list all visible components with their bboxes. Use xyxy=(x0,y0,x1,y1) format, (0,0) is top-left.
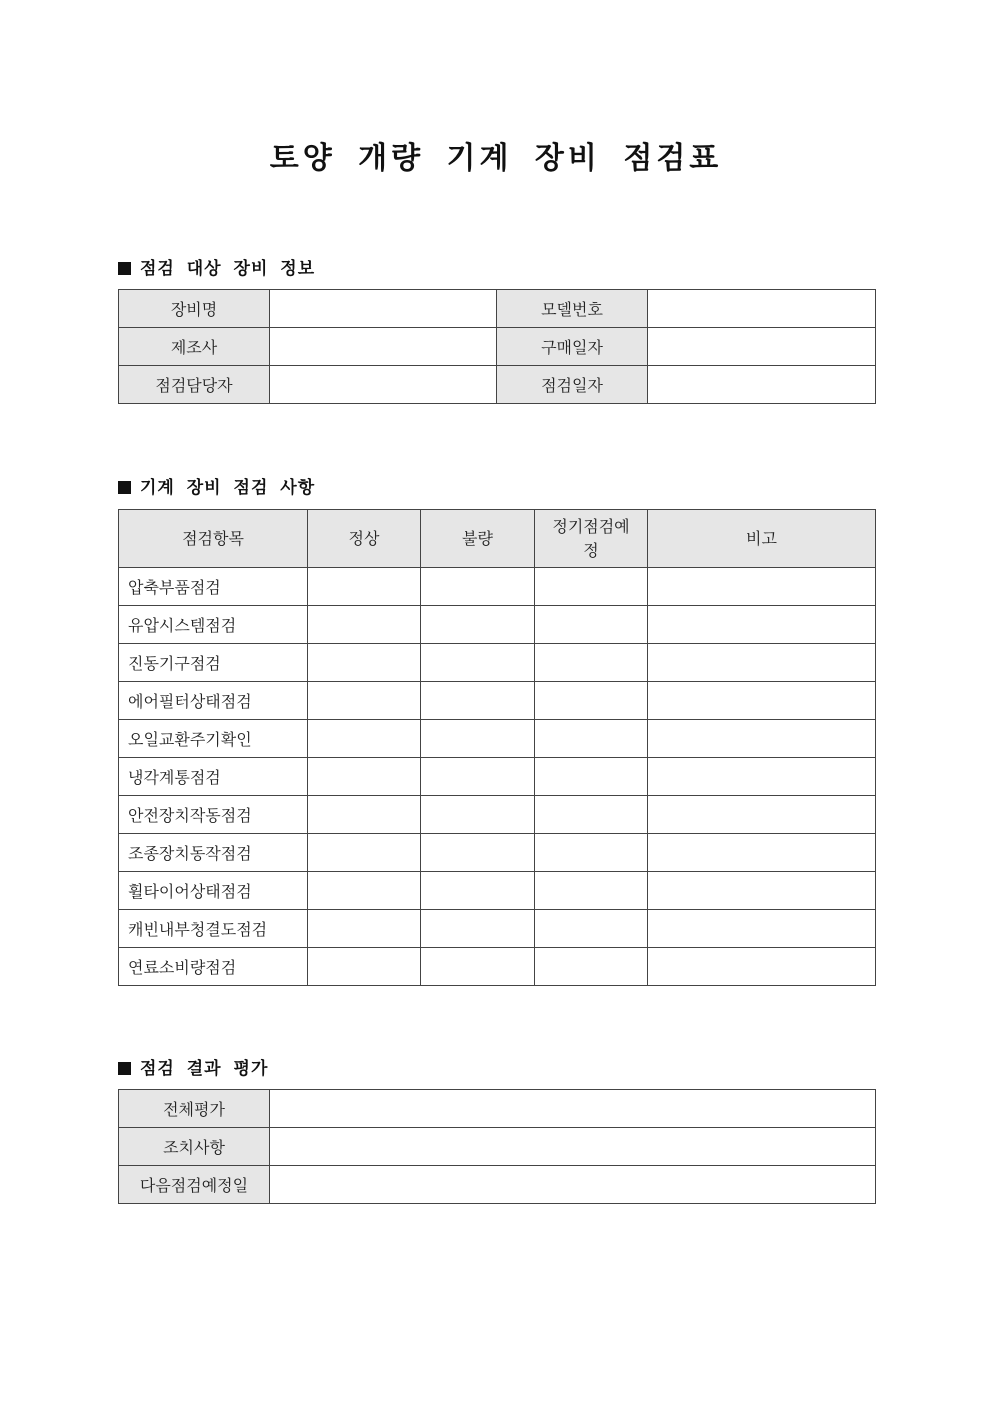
remarks-cell[interactable] xyxy=(648,606,876,644)
section-heading-checklist xyxy=(118,473,315,498)
table-row xyxy=(119,606,876,644)
check-item-label: 냉각계통점검 xyxy=(119,758,308,796)
defective-cell[interactable] xyxy=(421,948,535,986)
table-row xyxy=(119,1128,876,1166)
remarks-cell[interactable] xyxy=(648,910,876,948)
scheduled-cell[interactable] xyxy=(535,720,648,758)
table-row xyxy=(119,290,876,328)
column-header-scheduled: 정기점검예정 xyxy=(535,510,648,568)
table-row xyxy=(119,1166,876,1204)
normal-cell[interactable] xyxy=(308,796,421,834)
remarks-cell[interactable] xyxy=(648,758,876,796)
remarks-cell[interactable] xyxy=(648,872,876,910)
defective-cell[interactable] xyxy=(421,834,535,872)
check-item-label: 압축부품점검 xyxy=(119,568,308,606)
normal-cell[interactable] xyxy=(308,682,421,720)
scheduled-cell[interactable] xyxy=(535,606,648,644)
check-item-label: 조종장치동작점검 xyxy=(119,834,308,872)
scheduled-cell[interactable] xyxy=(535,568,648,606)
check-item-label: 오일교환주기확인 xyxy=(119,720,308,758)
table-row xyxy=(119,328,876,366)
normal-cell[interactable] xyxy=(308,872,421,910)
equipment-info-table xyxy=(118,289,876,404)
check-item-label: 진동기구점검 xyxy=(119,644,308,682)
normal-cell[interactable] xyxy=(308,644,421,682)
section-heading-equipment-info xyxy=(118,254,315,279)
normal-cell[interactable] xyxy=(308,720,421,758)
defective-cell[interactable] xyxy=(421,568,535,606)
scheduled-cell[interactable] xyxy=(535,644,648,682)
section-heading-evaluation xyxy=(118,1054,268,1079)
scheduled-cell[interactable] xyxy=(535,796,648,834)
square-bullet-icon xyxy=(118,262,131,275)
check-item-label: 연료소비량점검 xyxy=(119,948,308,986)
table-header-row xyxy=(119,510,876,568)
evaluation-table xyxy=(118,1089,876,1204)
field-label: 모델번호 xyxy=(497,290,648,328)
column-header-defective: 불량 xyxy=(421,510,535,568)
scheduled-cell[interactable] xyxy=(535,872,648,910)
remarks-cell[interactable] xyxy=(648,568,876,606)
table-row xyxy=(119,1090,876,1128)
check-item-label: 에어필터상태점검 xyxy=(119,682,308,720)
table-row xyxy=(119,758,876,796)
column-header-item: 점검항목 xyxy=(119,510,308,568)
normal-cell[interactable] xyxy=(308,910,421,948)
scheduled-cell[interactable] xyxy=(535,948,648,986)
page-title: 토양 개량 기계 장비 점검표 xyxy=(269,141,723,176)
scheduled-cell[interactable] xyxy=(535,682,648,720)
section-heading-label: 점검 대상 장비 정보 xyxy=(140,259,316,279)
purchase-date-field[interactable] xyxy=(648,328,876,366)
defective-cell[interactable] xyxy=(421,796,535,834)
table-row xyxy=(119,796,876,834)
check-item-label: 안전장치작동점검 xyxy=(119,796,308,834)
model-number-field[interactable] xyxy=(648,290,876,328)
field-label: 구매일자 xyxy=(497,328,648,366)
check-item-label: 휠타이어상태점검 xyxy=(119,872,308,910)
remarks-cell[interactable] xyxy=(648,720,876,758)
normal-cell[interactable] xyxy=(308,948,421,986)
defective-cell[interactable] xyxy=(421,682,535,720)
check-item-label: 캐빈내부청결도점검 xyxy=(119,910,308,948)
scheduled-cell[interactable] xyxy=(535,834,648,872)
table-row xyxy=(119,834,876,872)
field-label: 장비명 xyxy=(119,290,270,328)
field-label: 전체평가 xyxy=(119,1090,270,1128)
check-item-label: 유압시스템점검 xyxy=(119,606,308,644)
remarks-cell[interactable] xyxy=(648,834,876,872)
square-bullet-icon xyxy=(118,1062,131,1075)
action-items-field[interactable] xyxy=(270,1128,876,1166)
table-row xyxy=(119,948,876,986)
next-inspection-date-field[interactable] xyxy=(270,1166,876,1204)
column-header-remarks: 비고 xyxy=(648,510,876,568)
defective-cell[interactable] xyxy=(421,606,535,644)
field-label: 다음점검예정일 xyxy=(119,1166,270,1204)
table-row xyxy=(119,366,876,404)
normal-cell[interactable] xyxy=(308,606,421,644)
checklist-table xyxy=(118,509,876,986)
inspector-field[interactable] xyxy=(270,366,497,404)
table-row xyxy=(119,872,876,910)
defective-cell[interactable] xyxy=(421,872,535,910)
square-bullet-icon xyxy=(118,481,131,494)
defective-cell[interactable] xyxy=(421,910,535,948)
field-label: 점검일자 xyxy=(497,366,648,404)
remarks-cell[interactable] xyxy=(648,644,876,682)
inspection-date-field[interactable] xyxy=(648,366,876,404)
normal-cell[interactable] xyxy=(308,834,421,872)
remarks-cell[interactable] xyxy=(648,682,876,720)
table-row xyxy=(119,682,876,720)
overall-evaluation-field[interactable] xyxy=(270,1090,876,1128)
defective-cell[interactable] xyxy=(421,644,535,682)
table-row xyxy=(119,568,876,606)
field-label: 조치사항 xyxy=(119,1128,270,1166)
section-heading-label: 점검 결과 평가 xyxy=(140,1059,269,1079)
field-label: 제조사 xyxy=(119,328,270,366)
scheduled-cell[interactable] xyxy=(535,758,648,796)
equipment-name-field[interactable] xyxy=(270,290,497,328)
column-header-normal: 정상 xyxy=(308,510,421,568)
remarks-cell[interactable] xyxy=(648,796,876,834)
normal-cell[interactable] xyxy=(308,568,421,606)
defective-cell[interactable] xyxy=(421,758,535,796)
table-row xyxy=(119,720,876,758)
section-heading-label: 기계 장비 점검 사항 xyxy=(140,478,316,498)
defective-cell[interactable] xyxy=(421,720,535,758)
table-row xyxy=(119,644,876,682)
manufacturer-field[interactable] xyxy=(270,328,497,366)
table-row xyxy=(119,910,876,948)
remarks-cell[interactable] xyxy=(648,948,876,986)
field-label: 점검담당자 xyxy=(119,366,270,404)
normal-cell[interactable] xyxy=(308,758,421,796)
scheduled-cell[interactable] xyxy=(535,910,648,948)
